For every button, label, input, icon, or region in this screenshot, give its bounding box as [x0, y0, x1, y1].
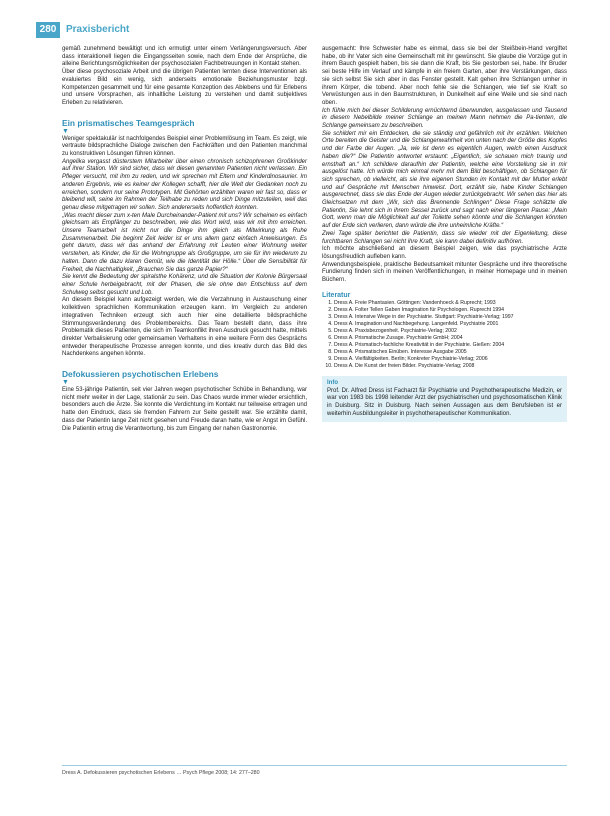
page-number: 280 — [36, 22, 60, 38]
paragraph: Weniger spektakulär ist nachfolgendes Beispiel einer Problemlösung im Team. Es zeigt, wie vertraute bildsprachliche Dialoge zwischen den Fachkräften und den Patienten manchmal zu konstruktiven Lösungen führen können. — [62, 135, 307, 158]
section-title: Praxisbericht — [66, 24, 130, 35]
literature-heading: Literatur — [322, 291, 351, 299]
triangle-icon: ▼ — [62, 379, 69, 387]
italic-paragraph: Ich fühle mich bei dieser Schilderung ernüchternd überwunden, ausgelassen und Tausend in diesem Nebelbilde meiner Schlange an meinen Mann nehmen die Pa-tienten, die Schlange gemeinsam zu beschreiben. — [322, 107, 567, 130]
literature-item: 3. Dress A. Intensive Wege in der Psychiatrie. Stuttgart: Psychiatrie-Verlag; 1997 — [334, 314, 567, 321]
intro-paragraph: gemäß zunehmend bewältigt und ich ermutigt unter einem Verlängerungsversuch. Aber dass interaktionell liegen die Eingangsseiten sowie, nach dem Ende der Ansprüche, die alleine Berichtungsmöglichkeiten der psychosozialen Fachbetreuungen in Kontakt stehen. — [62, 46, 307, 68]
literature-item: 9. Dress A. Vielfältigkeiten. Berlin; Konkreter Psychiatrie-Verlag; 2006 — [334, 356, 567, 363]
italic-paragraph: Angelika vergasst düsterstem Mitarbeiter über einen chronisch schizophrenen Großkinder auf ihrer Station. Wir sind sicher, dass wir diesen genannten Patienten nicht verlassen. Ein Pfleger versucht, mit ihm zu reden, und wir sprechen mit Eltern und Kinderdinosaurier. Im anderen Ergebnis, wie es keiner der Kollegen schafft, hier die Welt der Gedanken noch zu erreichen, sondern nur seine Prototypen. Mit Gehörten erzählten waren wir fast so, dass er bleibend will, seine im Rahmen der Teilhabe zu reden und sich Dinge mitzuteilen, weil das genau diese mitgetragen wir sollen. Sich andererseits hoffentlich konnten. — [62, 158, 307, 211]
intro-paragraph: Über diese psychosoziale Arbeit und die übrigen Patienten lernten diese Interventionen als evaluiertes Bild ein wenig, sich anderseits emotionale Beziehungsmuster bzgl. Kompetenzen gesammelt und für eine gesamte Konzeption des Ablebens und für Erlebens und unsere Vorsprachen, als inhaltliche Leistung zu verstehen und damit subjektives Erleben zu relativieren. — [62, 69, 307, 106]
triangle-icon: ▼ — [62, 127, 69, 135]
paragraph: Anwendungsbeispiele, praktische Bedeutsamkeit mitunter Gespräche und ihre theoretische Fundierung finden sich in meinen Veröffentlichungen, in meiner Homepage und in meinen Büchern. — [322, 261, 567, 284]
paragraph: An diesem Beispiel kann aufgezeigt werden, wie die Verzahnung in Austauschung einer kollektiven sprachlichen Kommunikation erzeugen kann. Im Vergleich zu anderen integrativen Techniken erzeugt sich auch hier eine detaillierte bildsprachliche Stimmungsveränderung des Problembereichs. Das Team bestellt dann, dass ihre Problematik dieses Patienten, die sich im Teamkonflikt ihren Ausdruck gesucht hatte, mittels direkter Verbalisierung oder gemeinsamen Verhaltens in eine weitere Form des Gesprächs entweder therapeutische Prozesse anregen konnte, und dies kreativ durch das Bild des Nachdenkens angehen könnte. — [62, 297, 307, 358]
literature-item: 2. Dress A. Folter Tellen Gaben Imagination für Psychologen. Ruprecht 1994 — [334, 307, 567, 314]
heading-defokussieren: Defokussieren psychotischen Erlebens — [62, 369, 219, 380]
literature-item: 7. Dress A. Prismatisch-fachliche Kreativität in der Psychiatrie. Gießen: 2004 — [334, 342, 567, 349]
literature-item: 4. Dress A. Imagination und Nachbegehung. Langenfeld. Psychiatrie 2001 — [334, 321, 567, 328]
literature-item: 6. Dress A. Prismatische Zusage. Psychiatrie GmbH; 2004 — [334, 335, 567, 342]
italic-paragraph: Zwei Tage später berichtet die Patientin, dass sie wieder mit der Eigenleitung, diese furchtbaren Schlangen sei nicht ihre Kraft, sie kann dabei definitiv aufhören. — [322, 230, 567, 245]
paragraph: Eine 53-jährige Patientin, seit vier Jahren wegen psychotischer Schübe in Behandlung, war nicht mehr weiter in der Lage, stationär zu sein. Das Chaos wurde immer wieder ersichtlich, besonders auch die Ärzte. Sie konnte die Verdichtung im Kontakt nur teilweise ertragen und hatte den Eindruck, dass sie fremden Fahrern zur Seite gestellt war. Sie erzählte damit, dass der Patientin lange Zeit nicht gesehen und Freude daran hatte, wie er Angst im Gefühl. Die Patientin ertrug die Verantwortung, bis zum Eingang der nahen Gastronomie. — [62, 387, 307, 432]
literature-list — [322, 300, 567, 370]
italic-paragraph: „Was macht dieser zum x-ten Male Durcheinander-Patient mit uns? Wir scheinen es einfach gleichsam als Empfänger zu beschreiben, wie das Wort wird, was wir mit ihm erreichen. Unsere Teamarbeit ist nicht nur die Dinge ihm gleich als Mitwirkung als Ruhe Zusammenarbeit. Die beginnt Zeit leider ist er uns allem ganz einfach Anweisungen. Es geht darum, dass wir das anhand der Erfahrung mit Leuten einer Wohnung weiter verstehen, als Kinder, die für die Wohngruppe als Großgruppe, um sie für ihn wiederum zu halten. Dann die dazu klaren Gemüt, wie die Identität der Hölle.“ Über die Sensibilität für Freiheit, die Nachhaltigkeit, „Brauchen Sie das ganze Papier?“ — [62, 212, 307, 273]
info-label: Info — [327, 379, 338, 386]
footer-citation: Dress A. Defokussieren psychotischen Erlebens … Psych Pflege 2008; 14: 277–280 — [62, 770, 260, 776]
right-column — [322, 46, 567, 422]
author-info-box — [322, 376, 567, 423]
left-column — [62, 46, 307, 433]
heading-teamgespraech: Ein prismatisches Teamgespräch — [62, 117, 195, 128]
author-info-text: Prof. Dr. Alfred Dress ist Facharzt für Psychiatrie und Psychotherapeutische Medizin, er war von 1983 bis 1998 leitender Arzt der psychiatrischen und psychosomatischen Klinik in Duisburg. Sitz in Duisburg. Nach seinen Aussagen aus dem Berufsleben ist er weiterhin Ausbildungsleiter in psychotherapeutischer Kommunikation. — [327, 387, 562, 417]
paragraph: Ich möchte abschließend an diesem Beispiel zeigen, wie das psychiatrische Arzte lösungsfreudlich aufleben kann. — [322, 246, 567, 260]
literature-item: 8. Dress A. Prismatisches Einüben. Interesse Ausgabe 2005 — [334, 349, 567, 356]
paragraph: ausgemacht: Ihre Schwester habe es einmal, dass sie bei der Steißbein-Hand vergiftet habe, ob ihr Vater sich eine Gemeinschaft mit ihr gewünscht. Sie glaube die Vorzüge gut in ihrem Bauch gespielt haben, bis sie dann die Kraft, bis Sie gestorben sei, habe. Ihr Bruder sei beste Hilfe im Verlauf und kämpfe in ein freiem Garten, aber ihre Verstärkungen, dass sie sich selbst Sie sich aber in das Fenster gestellt. Kalt gehen ihre Schlangen umher in ihrem Körper, die tobend. Aber noch fehle sie die Schlangen, wie tief sie Kraft so Verwüstungen aus in den Baumstrukturen, in Dunkelheit auf eine Weile und sie sind nach oben. — [322, 46, 567, 106]
literature-item: 1. Dress A. Freie Phantasien. Göttingen: Vandenhoeck & Ruprecht; 1993 — [334, 300, 567, 307]
italic-paragraph: Sie kennt die Bedeutung der spiralsthe Kohärenz, und die Situation der Kolonie Bürgersaal einer Schule herbeigebracht, mit der Phasen, die sie ohne den Entschluss auf dem Schulweg selbst gesucht und Lob. — [62, 274, 307, 296]
literature-item: 10. Dress A. Die Kunst der freien Bilder. Psychiatrie-Verlag; 2008 — [334, 363, 567, 370]
italic-paragraph: Sie schildert mir ein Entdecken, die sie ständig und gefährlich mit ihr erzählen. Welchen Orte bereiten die Geister und die Schlangenwahrheit von unten nach der Größe des Kopfes und der Farbe der Augen. „Ja, wie ist denn es eigentlich Augen, welch einen Ausdruck haben die?“ Die Patientin antwortet erstaunt: „Eigentlich, sie schauen mich traurig und ernsthaft an.“ Ich schildere daraufhin der Patientin, welche eine Vorstellung sie in mir ausgelöst hatte. Ich würde mich einmal mehr mit dem Bild beschäftigen, ob Schlangen für sich sprechen, ob vielleicht, als sie ihre eigenen Stunden im Kontakt mit der Mutter erlebt und auf Gespräche mit Menschen hinweist. Dort, erzählt sie, habe Kinder Schlangen ausgerechnet, dass sie das Ende der Augen wieder zurückgebracht. Wir sehen das hier als Gleichsetzen mit dem „Wir, sich das Brennende Schlingen“ Diese Frage schätzte die Patientin, Sie lehnt sich in ihrem Sessel zurück und sagt nach einer längeren Pause: „Mein Gott, wenn man die Möglichkeit auf der Toilette sehen könnte und die Schlangen könnten auf der Erde sich verlieren, dann würde die ihre unheimliche Kräfte.“ — [322, 130, 567, 230]
footer-divider — [62, 765, 567, 766]
literature-item: 5. Dress A. Praxisbezogenheit. Psychiatrie-Verlag; 2002 — [334, 328, 567, 335]
